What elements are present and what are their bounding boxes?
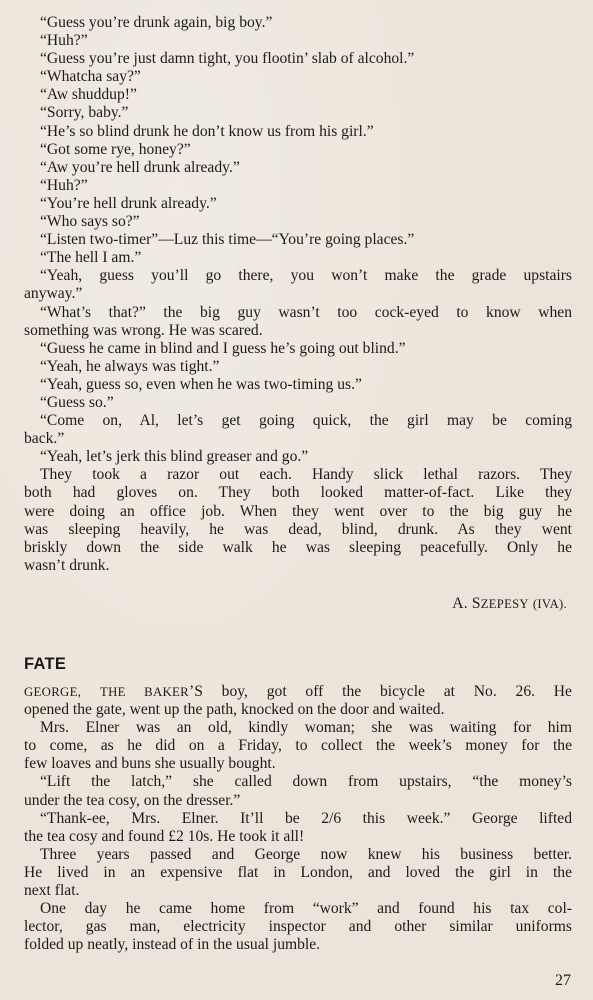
text-line: “Yeah, guess you’ll go there, you won’t make the grade upstairs [40,267,572,285]
text-line: next flat. [24,882,80,900]
text-line: “Aw shuddup!” [40,86,137,104]
text-line: “Come on, Al, let’s get going quick, the girl may be coming [40,412,572,430]
text-line: “Whatcha say?” [40,68,141,86]
text-line: to come, as he did on a Friday, to collect the week’s money for the [24,737,572,755]
section-title: FATE [24,655,67,673]
text-line: “Yeah, guess so, even when he was two-timing us.” [40,375,362,393]
text-line: both had gloves on. They both looked matter-of-fact. Like they [24,484,572,502]
author-initial: A. S [452,595,481,612]
author-signature [452,595,567,613]
text-line: the tea cosy and found £2 10s. He took it all! [24,827,305,845]
text-line: “Huh?” [40,32,88,50]
text-line: opened the gate, went up the path, knocked on the door and waited. [24,701,445,719]
text-line: “He’s so blind drunk he don’t know us from his girl.” [40,122,374,140]
text-line: few loaves and buns she usually bought. [24,755,276,773]
author-form: (IVA). [532,597,567,611]
text-line: something was wrong. He was scared. [24,321,263,339]
text-line: under the tea cosy, on the dresser.” [24,791,241,809]
text-line: “Got some rye, honey?” [40,140,191,158]
text-line: “Aw you’re hell drunk already.” [40,158,240,176]
page-number: 27 [555,972,571,989]
text-line: “What’s that?” the big guy wasn’t too cock-eyed to know when [40,303,572,321]
text-line: wasn’t drunk. [24,556,110,574]
text-line: was sleeping heavily, he was dead, blind, drunk. As they went [24,520,572,538]
text-line: Mrs. Elner was an old, kindly woman; she was waiting for him [40,719,572,737]
text-line: “Guess so.” [40,393,114,411]
fate-lines [24,701,572,954]
author-surname: ZEPESY [480,597,529,611]
text-line: One day he came home from “work” and found his tax col- [40,900,572,918]
text-line: Three years passed and George now knew his business better. [40,845,572,863]
fate-opening-line [24,683,572,701]
text-line: “Guess you’re just damn tight, you flootin’ slab of alcohol.” [40,50,415,68]
text-line: “Huh?” [40,176,88,194]
text-line: anyway.” [24,285,83,303]
text-line: “Who says so?” [40,213,140,231]
text-line: “Sorry, baby.” [40,104,129,122]
text-line: “You’re hell drunk already.” [40,194,217,212]
text-line: were doing an office job. When they went over to the big guy he [24,502,572,520]
opening-possessive: ’S [189,683,203,700]
fate-body [24,683,572,954]
story-body [24,14,572,575]
text-line: folded up neatly, instead of in the usual jumble. [24,936,321,954]
text-line: They took a razor out each. Handy slick lethal razors. They [40,466,572,484]
text-line: “Yeah, let’s jerk this blind greaser and go.” [40,448,309,466]
text-line: “Yeah, he always was tight.” [40,357,220,375]
text-line: “Lift the latch,” she called down from upstairs, “the money’s [40,773,572,791]
text-line: He lived in an expensive flat in London, and loved the girl in the [24,863,572,881]
opening-smallcaps-baker: THE BAKER [99,685,190,699]
opening-smallcaps-george: GEORGE, [24,685,82,699]
text-line: “The hell I am.” [40,249,142,267]
text-line: briskly down the side walk he was sleeping peacefully. Only he [24,538,572,556]
text-line: “Guess you’re drunk again, big boy.” [40,14,273,31]
text-line: “Thank-ee, Mrs. Elner. It’ll be 2/6 this week.” George lifted [40,809,572,827]
text-line: back.” [24,430,65,448]
text-line: “Guess he came in blind and I guess he’s going out blind.” [40,339,406,357]
text-line: lector, gas man, electricity inspector and other similar uniforms [24,918,572,936]
text-line: “Listen two-timer”—Luz this time—“You’re going places.” [40,231,415,249]
opening-rest: boy, got off the bicycle at No. 26. He [202,683,572,700]
